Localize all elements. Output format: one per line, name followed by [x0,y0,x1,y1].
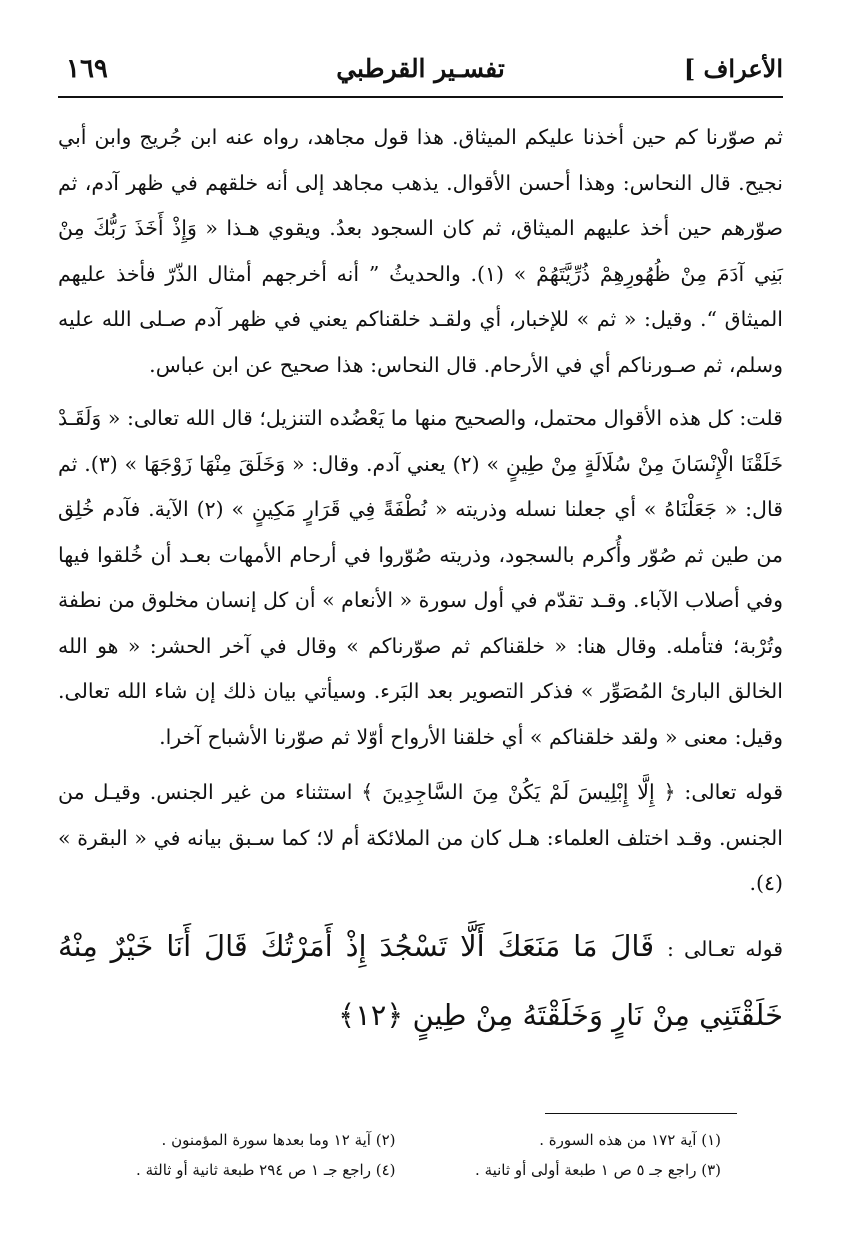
paragraph-2: قلت: كل هذه الأقوال محتمل، والصحيح منها ما يَعْضُده التنزيل؛ قال الله تعالى: « وَلَقَـدْ خَلَقْنَا الْإِنْسَانَ مِنْ سُلَالَةٍ مِنْ طِينٍ » (٢) يعني آدم. وقال: « وَخَلَقَ مِنْهَا زَوْجَهَا » (٣). ثم قال: « جَعَلْنَاهُ » أي جعلنا نسله وذريته « نُطْفَةً فِي قَرَارٍ مَكِينٍ » (٢) الآية. فآدم خُلِق من طين ثم صُوّر وأُكرم بالسجود، وذريته صُوّروا في أرحام الأمهات بعـد أن خُلقوا فيها وفي أصلاب الآباء. وقـد تقدّم في أول سورة « الأنعام » أن كل إنسان مخلوق من نطفة وتُرْبة؛ فتأمله. وقال هنا: « خلقناكم ثم صوّرناكم » وقال في آخر الحشر: « هو الله الخالق البارئ المُصَوِّر » فذكر التصوير بعد البَرء. وسيأتي بيان ذلك إن شاء الله تعالى. وقيل: معنى « ولقد خلقناكم » أي خلقنا الأرواح أوّلا ثم صوّرنا الأشباح آخرا. [58,406,783,749]
quran-verse-block [58,913,783,1048]
footnote-4: (٤) راجع جـ ١ ص ٢٩٤ طبعة ثانية أو ثالثة . [136,1161,396,1179]
paragraph-1: ثم صوّرنا كم حين أخذنا عليكم الميثاق. هذا قول مجاهد، رواه عنه ابن جُريج وابن أبي نجيح. قال النحاس: وهذا أحسن الأقوال. يذهب مجاهد إلى أنه خلقهم في ظهر آدم، ثم صوّرهم حين أخذ عليهم الميثاق، ثم كان السجود بعدُ. ويقوي هـذا « وَإِذْ أَخَذَ رَبُّكَ مِنْ بَنِي آدَمَ مِنْ ظُهُورِهِمْ ذُرِّيَّتَهُمْ » (١). والحديثُ ” أنه أخرجهم أمثال الذّرّ فأخذ عليهم الميثاق “. وقيل: « ثم » للإخبار، أي ولقـد خلقناكم يعني في ظهر آدم صـلى الله عليه وسلم، ثم صـورناكم أي في الأرحام. قال النحاس: هذا صحيح عن ابن عباس. [58,125,783,377]
footnote-divider [545,1113,737,1114]
header-divider [58,96,783,98]
running-header [58,50,783,94]
footnotes [100,1125,721,1185]
page-number: ١٦٩ [66,54,108,84]
footnote-2: (٢) آية ١٢ وما بعدها سورة المؤمنون . [161,1131,396,1149]
verse-lead: قوله تعـالى : [667,936,784,961]
footnote-1: (١) آية ١٧٢ من هذه السورة . [539,1131,721,1149]
verse-text: قَالَ مَا مَنَعَكَ أَلَّا تَسْجُدَ إِذْ أَمَرْتُكَ قَالَ أَنَا خَيْرٌ مِنْهُ خَلَقْتَنِي مِنْ نَارٍ وَخَلَقْتَهُ مِنْ طِينٍ ﴿١٢﴾ [58,928,783,1032]
paragraph-3: قوله تعالى: ﴿ إِلَّا إِبْلِيسَ لَمْ يَكُنْ مِنَ السَّاجِدِينَ ﴾ استثناء من غير الجنس. وقيـل من الجنس. وقـد اختلف العلماء: هـل كان من الملائكة أم لا؛ كما سـبق بيانه في « البقرة » (٤). [58,780,783,895]
surah-name: الأعراف ] [683,54,783,83]
main-text [58,115,783,1048]
footnote-3: (٣) راجع جـ ٥ ص ١ طبعة أولى أو ثانية . [475,1161,721,1179]
book-title: تفسـير القرطبي [336,54,505,83]
